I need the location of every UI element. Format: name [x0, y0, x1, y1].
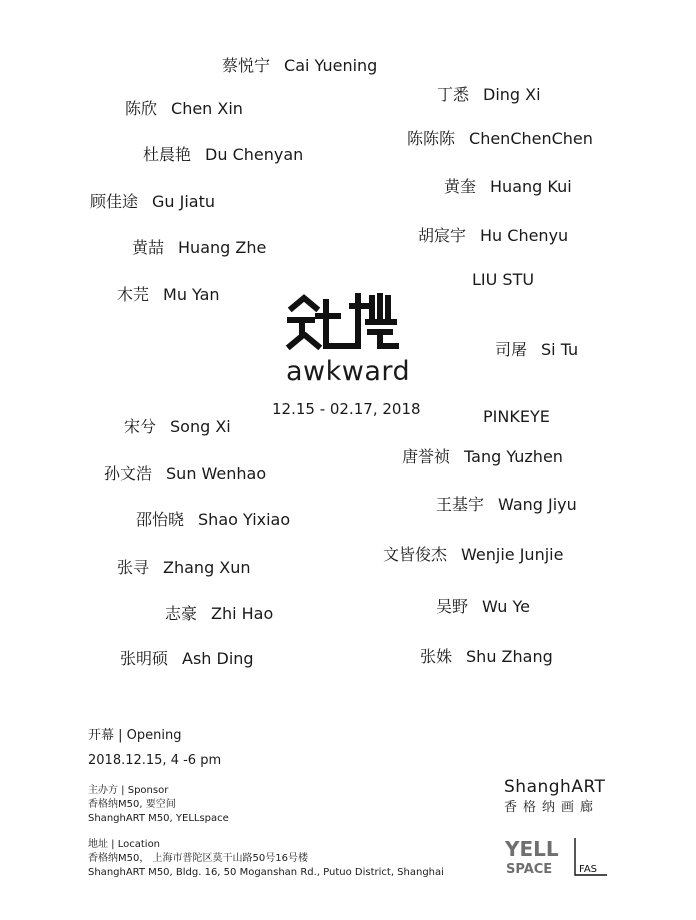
artist-en: Si Tu: [541, 340, 579, 359]
artist-en: Cai Yuening: [284, 56, 378, 75]
artist-en: Zhi Hao: [211, 604, 274, 623]
shanghart-logo-en: ShanghART: [504, 777, 606, 797]
artist-cn: 黄喆: [132, 238, 165, 257]
artist-name: [437, 85, 541, 105]
artist-name: [383, 545, 563, 565]
location-label: 地址 | Location: [88, 839, 161, 850]
fas-logo: [574, 836, 608, 876]
artist-name: [124, 417, 231, 437]
artist-cn: 宋兮: [124, 417, 157, 436]
sponsor-line-en: ShanghART M50, YELLspace: [88, 813, 229, 824]
artist-cn: 王基宇: [436, 495, 485, 514]
artist-en: Ash Ding: [182, 649, 254, 668]
sponsor-line-cn: 香格纳M50, 要空间: [88, 799, 176, 810]
artist-cn: 顾佳途: [90, 192, 139, 211]
yellspace-logo: [505, 836, 561, 876]
artist-en: ChenChenChen: [469, 129, 593, 148]
artist-name: [132, 238, 266, 258]
artist-en: Zhang Xun: [163, 558, 251, 577]
artist-name: [120, 649, 254, 669]
artist-en: Ding Xi: [483, 85, 541, 104]
artist-name: [90, 192, 215, 212]
artist-en: Wang Jiyu: [498, 495, 577, 514]
artist-name: [104, 464, 266, 484]
yellspace-logo-bottom: SPACE: [506, 862, 553, 876]
artist-cn: 黄奎: [444, 177, 477, 196]
artist-cn: 唐誉祯: [402, 447, 451, 466]
artist-cn: 司屠: [495, 340, 528, 359]
artist-name: [143, 145, 303, 165]
artist-en: Mu Yan: [163, 285, 220, 304]
artist-en: Song Xi: [170, 417, 231, 436]
artist-name: [436, 597, 530, 617]
artist-en: Shao Yixiao: [198, 510, 291, 529]
opening-datetime: 2018.12.15, 4 -6 pm: [88, 753, 222, 768]
artist-cn: 邵怡晓: [136, 510, 185, 529]
artist-name: [136, 510, 290, 530]
artist-name: [125, 99, 243, 119]
artist-name: [420, 647, 553, 667]
artist-name: [483, 407, 550, 427]
artist-cn: 杜晨艳: [143, 145, 192, 164]
artist-name: [472, 270, 534, 290]
artist-name: [117, 558, 251, 578]
artist-cn: 孙文浩: [104, 464, 153, 483]
artist-en: LIU STU: [472, 270, 535, 289]
artist-en: Huang Kui: [490, 177, 572, 196]
artist-en: Wenjie Junjie: [461, 545, 564, 564]
artist-cn: 张姝: [420, 647, 453, 666]
shanghart-logo-cn: 香格纳画廊: [504, 800, 600, 815]
artist-en: Tang Yuzhen: [464, 447, 563, 466]
artist-name: [165, 604, 273, 624]
artist-cn: 张明硕: [120, 649, 169, 668]
artist-en: Gu Jiatu: [152, 192, 216, 211]
exhibition-dates: 12.15 - 02.17, 2018: [272, 400, 421, 418]
location-line-cn: 香格纳M50， 上海市普陀区莫干山路50号16号楼: [88, 853, 308, 864]
artist-name: [117, 285, 220, 305]
artist-cn: 蔡悦宁: [222, 56, 271, 75]
artist-en: Sun Wenhao: [166, 464, 267, 483]
artist-name: [436, 495, 577, 515]
artist-cn: 胡宸宇: [418, 226, 467, 245]
artist-en: Hu Chenyu: [480, 226, 569, 245]
artist-en: Chen Xin: [171, 99, 243, 118]
artist-en: Huang Zhe: [178, 238, 267, 257]
sponsor-label: 主办方 | Sponsor: [88, 785, 169, 796]
artist-cn: 文皆俊杰: [383, 545, 448, 564]
fas-logo-text: FAS: [579, 864, 598, 875]
artist-en: Shu Zhang: [466, 647, 553, 666]
artist-cn: 吴野: [436, 597, 469, 616]
opening-label: 开幕 | Opening: [88, 728, 182, 743]
artist-name: [402, 447, 563, 467]
title-logo-cn: [282, 292, 404, 350]
yellspace-logo-top: YELL: [505, 837, 559, 861]
artist-cn: 志豪: [165, 604, 198, 623]
artist-cn: 木芫: [117, 285, 150, 304]
artist-name: [222, 56, 377, 76]
location-line-en: ShanghART M50, Bldg. 16, 50 Moganshan Rd., Putuo District, Shanghai: [88, 867, 444, 878]
artist-en: Wu Ye: [482, 597, 530, 616]
artist-name: [495, 340, 578, 360]
artist-cn: 陈陈陈: [407, 129, 456, 148]
artist-name: [418, 226, 568, 246]
shanghart-logo: [504, 777, 605, 817]
artist-en: Du Chenyan: [205, 145, 304, 164]
artist-cn: 陈欣: [125, 99, 158, 118]
artist-en: PINKEYE: [483, 407, 550, 426]
artist-cn: 丁悉: [437, 85, 470, 104]
title-en: awkward: [286, 356, 411, 387]
artist-name: [407, 129, 593, 149]
artist-cn: 张寻: [117, 558, 150, 577]
artist-name: [444, 177, 572, 197]
